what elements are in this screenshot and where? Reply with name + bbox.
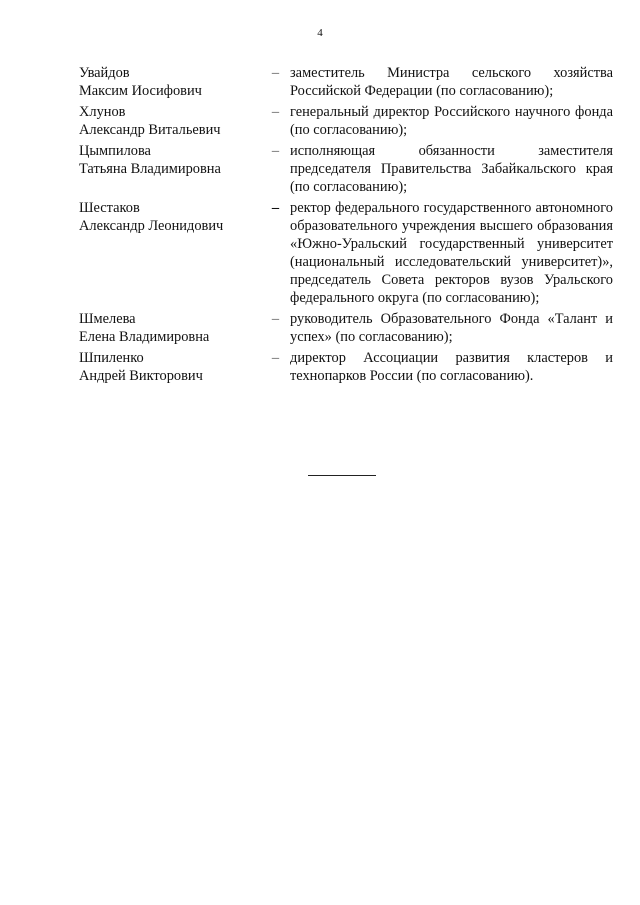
member-name (79, 349, 261, 385)
members-list (79, 64, 613, 385)
member-name (79, 103, 261, 139)
member-name (79, 142, 261, 178)
member-row (79, 103, 613, 139)
member-row (79, 142, 613, 196)
member-dash: – (271, 311, 280, 327)
member-dash: – (271, 104, 280, 120)
member-dash: – (271, 350, 280, 366)
member-role: ректор федерального государственного автономного образовательного учреждения высшего образования «Южно-Уральский государственный университет (национальный исследовательский университет)», председатель Совета ректоров вузов Уральского федерального округа (по согласованию); (290, 200, 613, 306)
member-row (79, 349, 613, 385)
member-given-names: Елена Владимировна (79, 329, 210, 345)
member-surname: Шмелева (79, 311, 136, 327)
member-dash: – (271, 200, 280, 216)
page-number: 4 (317, 27, 323, 39)
member-name (79, 199, 261, 235)
member-given-names: Максим Иосифович (79, 83, 202, 99)
member-given-names: Александр Леонидович (79, 218, 224, 234)
member-name (79, 64, 261, 100)
member-surname: Шестаков (79, 200, 140, 216)
member-role: руководитель Образовательного Фонда «Талант и успех» (по согласованию); (290, 311, 613, 345)
member-given-names: Татьяна Владимировна (79, 161, 221, 177)
member-name (79, 310, 261, 346)
member-role: исполняющая обязанности заместителя председателя Правительства Забайкальского края (по согласованию); (290, 143, 613, 195)
member-role: генеральный директор Российского научного фонда (по согласованию); (290, 104, 613, 138)
member-row (79, 199, 613, 307)
member-given-names: Андрей Викторович (79, 368, 203, 384)
end-of-list-divider (308, 475, 376, 476)
member-role: заместитель Министра сельского хозяйства Российской Федерации (по согласованию); (290, 65, 613, 99)
member-surname: Цымпилова (79, 143, 151, 159)
member-row (79, 310, 613, 346)
member-given-names: Александр Витальевич (79, 122, 221, 138)
member-dash: – (271, 65, 280, 81)
member-row (79, 64, 613, 100)
member-role: директор Ассоциации развития кластеров и технопарков России (по согласованию). (290, 350, 613, 384)
member-surname: Хлунов (79, 104, 126, 120)
member-surname: Увайдов (79, 65, 130, 81)
member-surname: Шпиленко (79, 350, 144, 366)
member-dash: – (271, 143, 280, 159)
